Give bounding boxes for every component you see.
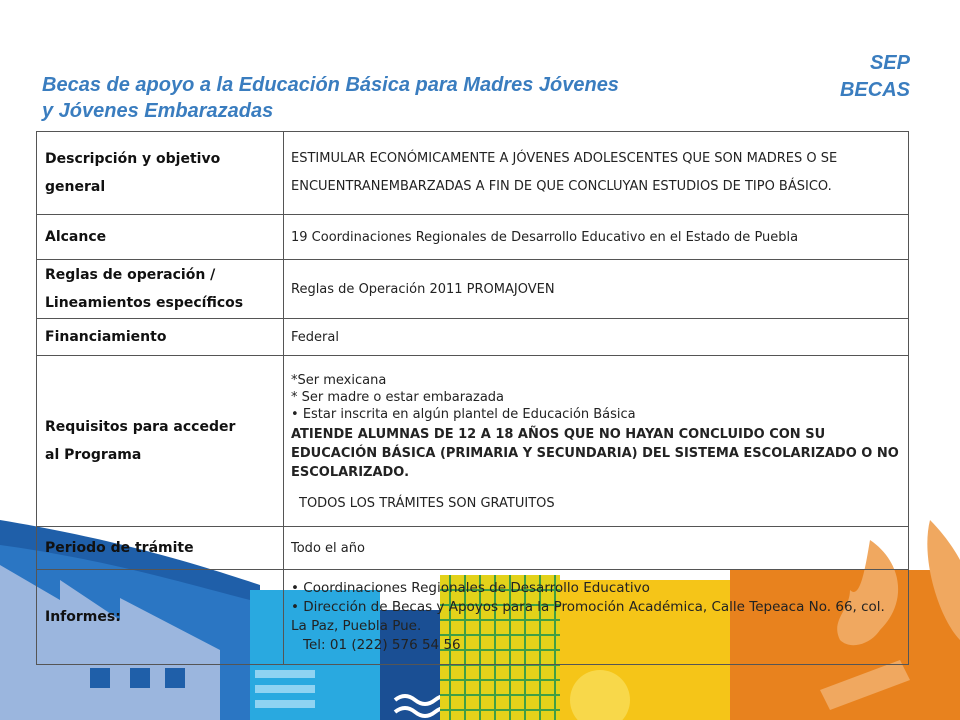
brand-line2: BECAS — [839, 79, 910, 101]
reglas-label — [37, 260, 284, 319]
table-row-periodo — [37, 527, 909, 570]
table-row-descripcion — [37, 132, 909, 215]
descripcion-value: ESTIMULAR ECONÓMICAMENTE A JÓVENES ADOLESCENTES QUE SON MADRES O SE ENCUENTRANEMBARZADAS A FIN DE QUE CONCLUYAN ESTUDIOS DE TIPO BÁSICO. — [284, 132, 909, 215]
informes-item: • Dirección de Becas y Apoyos para la Promoción Académica, Calle Tepeaca No. 66, col. La Paz, Puebla Pue. — [291, 598, 902, 636]
periodo-label: Periodo de trámite — [37, 527, 284, 570]
table-row-financiamiento — [37, 319, 909, 356]
table-row-requisitos — [37, 356, 909, 527]
alcance-value: 19 Coordinaciones Regionales de Desarrollo Educativo en el Estado de Puebla — [284, 215, 909, 260]
requisitos-label-line1: Requisitos para acceder — [45, 419, 236, 435]
requisitos-label-line2: al Programa — [45, 447, 142, 463]
page-title — [42, 72, 762, 124]
periodo-value: Todo el año — [284, 527, 909, 570]
requisitos-free-note: TODOS LOS TRÁMITES SON GRATUITOS — [299, 495, 555, 511]
requisitos-label — [37, 356, 284, 527]
requisito-item: *Ser mexicana — [291, 372, 387, 388]
descripcion-label — [37, 132, 284, 215]
reglas-value: Reglas de Operación 2011 PROMAJOVEN — [284, 260, 909, 319]
informes-item: • Coordinaciones Regionales de Desarrollo Educativo — [291, 579, 902, 598]
financiamiento-label: Financiamiento — [37, 319, 284, 356]
page-title-line1: Becas de apoyo a la Educación Básica para Madres Jóvenes — [42, 74, 619, 96]
descripcion-label-line1: Descripción y objetivo — [45, 151, 221, 167]
descripcion-label-line2: general — [45, 179, 106, 195]
table-row-informes — [37, 570, 909, 665]
table-row-reglas — [37, 260, 909, 319]
page-title-line2: y Jóvenes Embarazadas — [42, 100, 274, 122]
requisito-item: • Estar inscrita en algún plantel de Educación Básica — [291, 406, 902, 423]
informes-label: Informes: — [37, 570, 284, 665]
requisitos-bold-note: ATIENDE ALUMNAS DE 12 A 18 AÑOS QUE NO HAYAN CONCLUIDO CON SU EDUCACIÓN BÁSICA (PRIMARIA Y SECUNDARIA) DEL SISTEMA ESCOLARIZADO O NO ESCOLARIZADO. — [291, 426, 899, 480]
table-row-alcance — [37, 215, 909, 260]
financiamiento-value: Federal — [284, 319, 909, 356]
reglas-label-line2: Lineamientos específicos — [45, 295, 244, 311]
requisitos-value — [284, 356, 909, 527]
reglas-label-line1: Reglas de operación / — [45, 267, 216, 283]
info-table — [36, 131, 909, 665]
informes-value — [284, 570, 909, 665]
brand-label — [840, 50, 910, 104]
brand-line1: SEP — [869, 52, 910, 74]
informes-phone: Tel: 01 (222) 576 54 56 — [303, 637, 461, 653]
alcance-label: Alcance — [37, 215, 284, 260]
requisito-item: * Ser madre o estar embarazada — [291, 389, 505, 405]
